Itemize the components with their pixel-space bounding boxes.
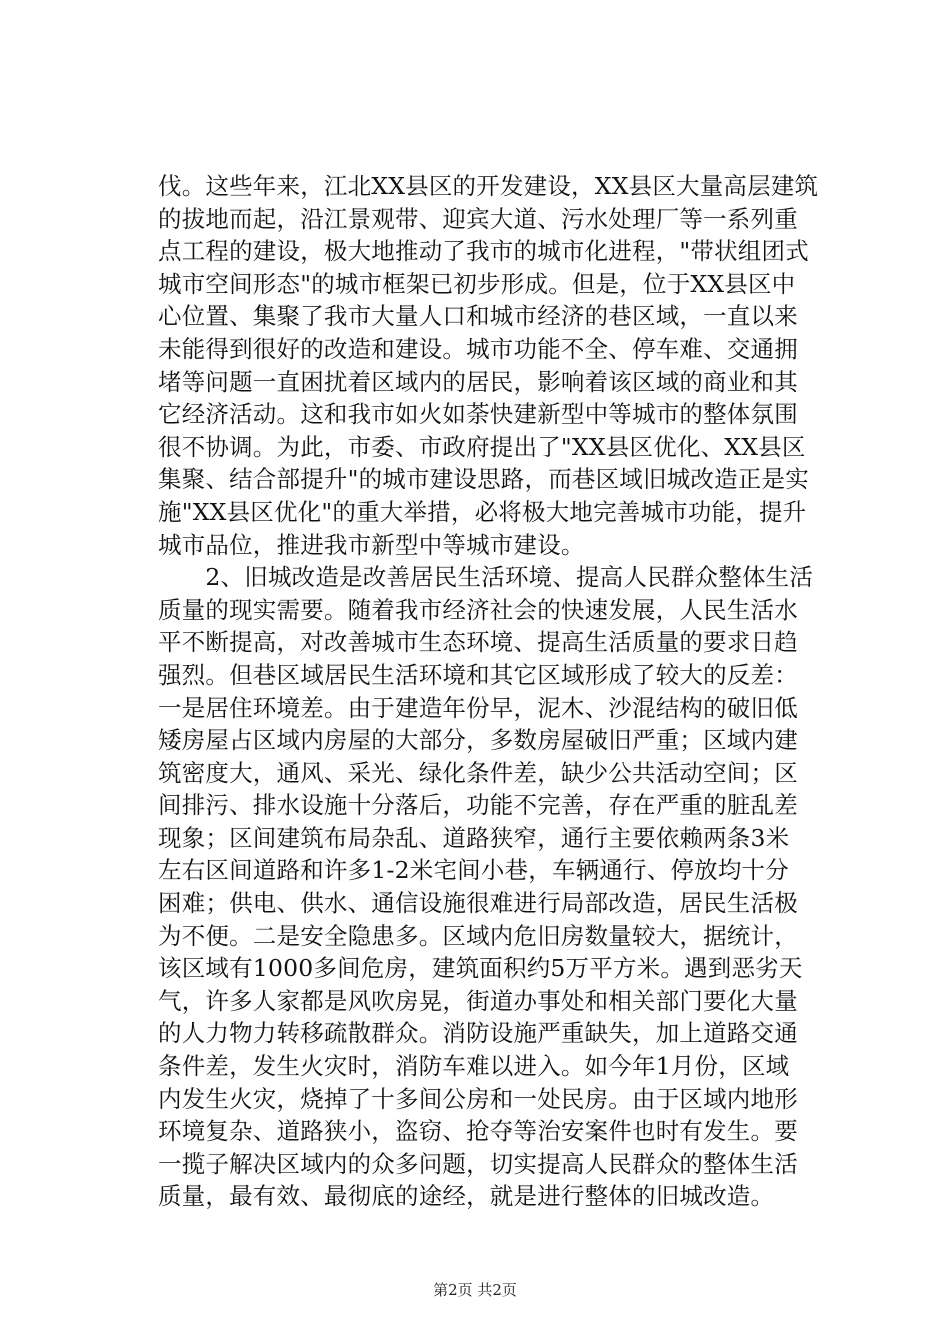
text-line: 质量，最有效、最彻底的途经，就是进行整体的旧城改造。 <box>158 1182 775 1211</box>
page-footer: 第2页 共2页 <box>433 1281 517 1299</box>
text-line: 一是居住环境差。由于建造年份早，泥木、沙混结构的破旧低 <box>158 693 798 722</box>
text-line: 的人力物力转移疏散群众。消防设施严重缺失，加上道路交通 <box>158 1019 798 1048</box>
text-line: 强烈。但巷区域居民生活环境和其它区域形成了较大的反差： <box>158 660 798 689</box>
body-text <box>158 170 819 1213</box>
text-line: 未能得到很好的改造和建设。城市功能不全、停车难、交通拥 <box>158 334 798 363</box>
text-line: 心位置、集聚了我市大量人口和城市经济的巷区域，一直以来 <box>158 302 798 331</box>
text-line: 困难；供电、供水、通信设施很难进行局部改造，居民生活极 <box>158 889 798 918</box>
text-line: 堵等问题一直困扰着区域内的居民，影响着该区域的商业和其 <box>158 367 798 396</box>
text-line: 矮房屋占区域内房屋的大部分，多数房屋破旧严重；区域内建 <box>158 726 798 755</box>
text-line: 城市空间形态"的城市框架已初步形成。但是，位于XX县区中 <box>158 269 796 298</box>
text-line: 平不断提高，对改善城市生态环境、提高生活质量的要求日趋 <box>158 628 798 657</box>
text-line: 该区域有1000多间危房，建筑面积约5万平方米。遇到恶劣天 <box>158 954 803 983</box>
text-line: 点工程的建设，极大地推动了我市的城市化进程，"带状组团式 <box>158 237 809 266</box>
text-line: 间排污、排水设施十分落后，功能不完善，存在严重的脏乱差 <box>158 791 798 820</box>
text-line: 环境复杂、道路狭小，盗窃、抢夺等治安案件也时有发生。要 <box>158 1117 798 1146</box>
text-line: 集聚、结合部提升"的城市建设思路，而巷区域旧城改造正是实 <box>158 465 809 494</box>
text-line: 2、旧城改造是改善居民生活环境、提高人民群众整体生活 <box>158 563 814 592</box>
text-line: 现象；区间建筑布局杂乱、道路狭窄，通行主要依赖两条3米 <box>158 823 790 852</box>
text-line: 筑密度大，通风、采光、绿化条件差，缺少公共活动空间；区 <box>158 758 798 787</box>
text-line: 一揽子解决区域内的众多问题，切实提高人民群众的整体生活 <box>158 1149 798 1178</box>
text-line: 它经济活动。这和我市如火如荼快建新型中等城市的整体氛围 <box>158 400 798 429</box>
text-line: 质量的现实需要。随着我市经济社会的快速发展，人民生活水 <box>158 595 798 624</box>
text-line: 城市品位，推进我市新型中等城市建设。 <box>158 530 585 559</box>
text-line: 施"XX县区优化"的重大举措，必将极大地完善城市功能，提升 <box>158 497 807 526</box>
text-line: 的拔地而起，沿江景观带、迎宾大道、污水处理厂等一系列重 <box>158 204 798 233</box>
text-line: 内发生火灾，烧掉了十多间公房和一处民房。由于区域内地形 <box>158 1084 798 1113</box>
text-line: 气，许多人家都是风吹房晃，街道办事处和相关部门要化大量 <box>158 986 798 1015</box>
text-line: 伐。这些年来，江北XX县区的开发建设，XX县区大量高层建筑 <box>158 172 819 200</box>
text-line: 为不便。二是安全隐患多。区域内危旧房数量较大，据统计， <box>158 921 798 950</box>
text-line: 条件差，发生火灾时，消防车难以进入。如今年1月份，区域 <box>158 1052 790 1081</box>
text-line: 很不协调。为此，市委、市政府提出了"XX县区优化、XX县区 <box>158 432 806 461</box>
text-line: 左右区间道路和许多1-2米宅间小巷，车辆通行、停放均十分 <box>158 856 789 885</box>
